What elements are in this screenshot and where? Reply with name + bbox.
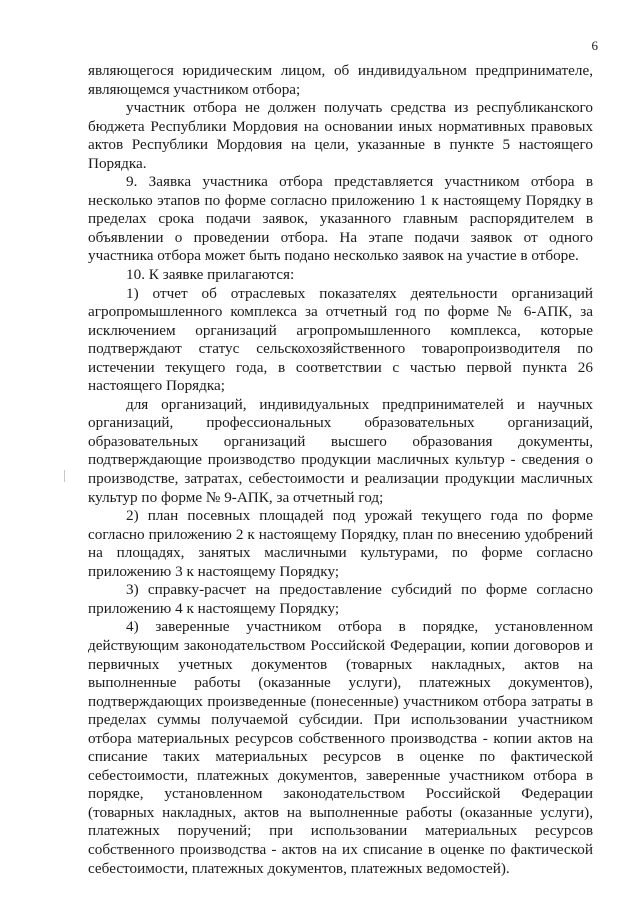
- paragraph-participant-condition: участник отбора не должен получать средства из республиканского бюджета Республики Мордовия на основании иных нормативных правовых актов Республики Мордовия на цели, указанные в пункте 5 настоящего Порядка.: [88, 99, 593, 172]
- margin-mark: [64, 470, 65, 482]
- paragraph-subitem-3: 3) справку-расчет на предоставление субсидий по форме согласно приложению 4 к настоящему Порядку;: [88, 581, 593, 617]
- paragraph-subitem-2: 2) план посевных площадей под урожай текущего года по форме согласно приложению 2 к настоящему Порядку, план по внесению удобрений на площадях, занятых масличными культурами, по форме согласно приложению 3 к настоящему Порядку;: [88, 507, 593, 580]
- paragraph-item-10: 10. К заявке прилагаются:: [126, 266, 295, 284]
- paragraph-continuation: являющегося юридическим лицом, об индивидуальном предпринимателе, являющемся участником отбора;: [88, 62, 593, 98]
- paragraph-subitem-4: 4) заверенные участником отбора в порядке, установленном действующим законодательством Российской Федерации, копии договоров и первичных учетных документов (товарных накладных, актов на выполненные работы (оказанные услуги), платежных документов), подтверждающих произведенные (понесенные) участником отбора затраты в пределах суммы получаемой субсидии. При использовании участником отбора материальных ресурсов собственного производства - копии актов на списание таких материальных ресурсов в оценке по фактической себестоимости, платежных документов, заверенные участником отбора в порядке, установленном законодательством Российской Федерации (товарных накладных, актов на выполненные работы (оказанные услуги), платежных поручений; при использовании материальных ресурсов собственного производства - актов на их списание в оценке по фактической себестоимости, платежных документов, платежных ведомостей).: [88, 618, 593, 877]
- paragraph-item-9: 9. Заявка участника отбора представляется участником отбора в несколько этапов по форме согласно приложению 1 к настоящему Порядку в пределах срока подачи заявок, указанного главным распорядителем в объявлении о проведении отбора. На этапе подачи заявок от одного участника отбора может быть подано несколько заявок на участие в отборе.: [88, 173, 593, 265]
- paragraph-subitem-1-extra: для организаций, индивидуальных предпринимателей и научных организаций, профессиональных образовательных организаций, образовательных организаций высшего образования документы, подтверждающие производство продукции масличных культур - сведения о производстве, затратах, себестоимости и реализации продукции масличных культур по форме № 9-АПК, за отчетный год;: [88, 395, 593, 506]
- document-body: [88, 62, 593, 878]
- paragraph-subitem-1: 1) отчет об отраслевых показателях деятельности организаций агропромышленного комплекса за отчетный год по форме № 6-АПК, за исключением организаций агропромышленного комплекса, которые подтверждают статус сельскохозяйственного товаропроизводителя по истечении текущего года, в соответствии с частью первой пункта 26 настоящего Порядка;: [88, 284, 593, 395]
- page-number: 6: [591, 38, 598, 53]
